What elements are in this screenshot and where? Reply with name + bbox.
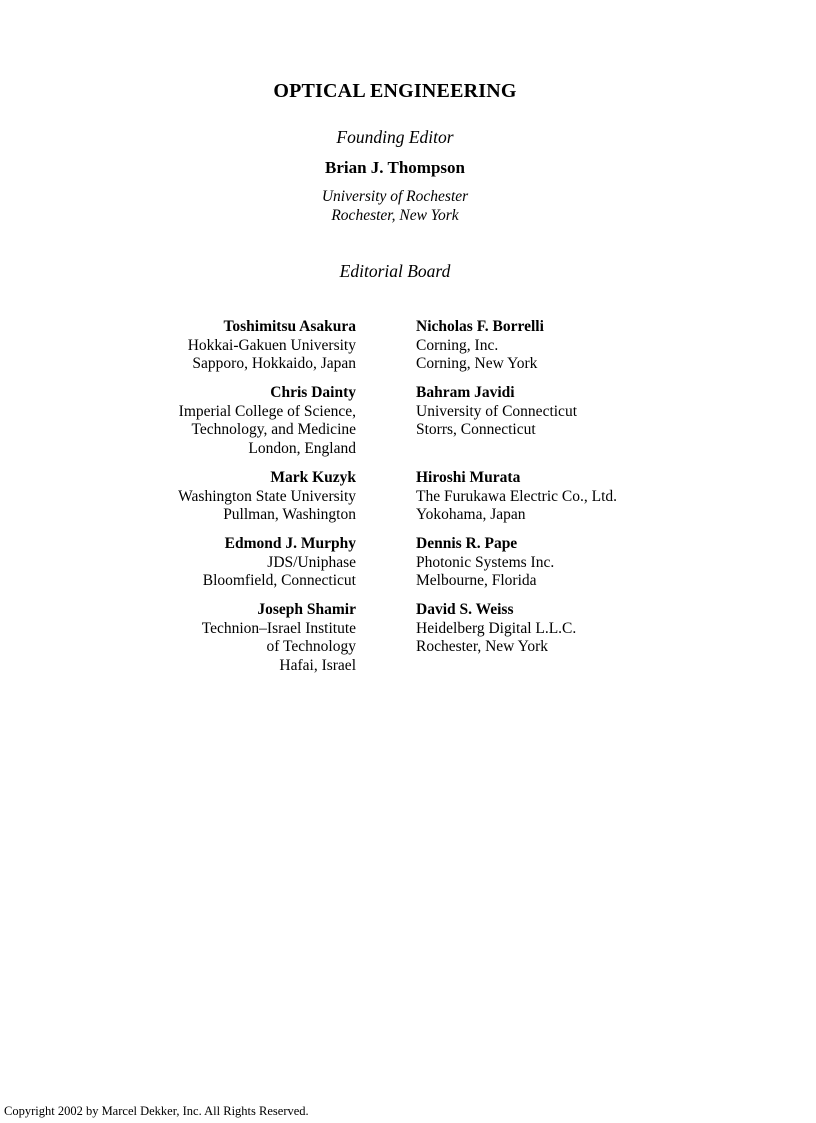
board-member bbox=[416, 469, 617, 525]
board-member bbox=[416, 318, 544, 374]
copyright-notice: Copyright 2002 by Marcel Dekker, Inc. All Rights Reserved. bbox=[4, 1104, 309, 1118]
board-member-affiliation: JDS/Uniphase bbox=[267, 553, 356, 571]
board-member-name: Joseph Shamir bbox=[257, 601, 356, 618]
board-member-name: Chris Dainty bbox=[270, 384, 356, 401]
board-member-name: Toshimitsu Asakura bbox=[223, 318, 356, 335]
board-member-location: London, England bbox=[248, 440, 356, 458]
board-member-affiliation: of Technology bbox=[266, 638, 356, 656]
editorial-board-label: Editorial Board bbox=[339, 261, 451, 281]
board-member-name: Hiroshi Murata bbox=[416, 469, 521, 486]
board-member-name: Dennis R. Pape bbox=[416, 535, 518, 552]
board-member-location: Bloomfield, Connecticut bbox=[202, 572, 356, 590]
board-member-affiliation: Heidelberg Digital L.L.C. bbox=[416, 619, 577, 637]
board-member bbox=[416, 535, 554, 591]
founding-editor-name: Brian J. Thompson bbox=[325, 158, 465, 177]
board-member-location: Rochester, New York bbox=[416, 638, 548, 656]
board-member-affiliation: Hokkai-Gakuen University bbox=[187, 336, 356, 354]
founding-editor-affiliation-line: Rochester, New York bbox=[331, 207, 459, 224]
board-member-location: Yokohama, Japan bbox=[416, 506, 526, 524]
board-member bbox=[202, 601, 356, 676]
series-title: OPTICAL ENGINEERING bbox=[273, 80, 517, 102]
board-member-affiliation: The Furukawa Electric Co., Ltd. bbox=[416, 487, 618, 505]
founding-editor-label: Founding Editor bbox=[336, 127, 454, 147]
board-member-name: Bahram Javidi bbox=[416, 384, 515, 401]
board-member bbox=[188, 318, 356, 374]
board-member-affiliation: University of Connecticut bbox=[416, 402, 577, 420]
board-member-location: Corning, New York bbox=[416, 355, 538, 373]
board-member bbox=[416, 601, 576, 657]
board-member-location: Sapporo, Hokkaido, Japan bbox=[192, 355, 356, 373]
board-member bbox=[416, 384, 577, 440]
board-member bbox=[203, 535, 356, 591]
board-member-location: Melbourne, Florida bbox=[416, 572, 537, 590]
board-member-affiliation: Imperial College of Science, bbox=[178, 402, 356, 420]
board-member-affiliation: Technology, and Medicine bbox=[191, 421, 356, 439]
founding-editor-affiliation-line: University of Rochester bbox=[321, 188, 469, 205]
board-member-affiliation: Washington State University bbox=[178, 487, 356, 505]
board-member-location: Hafai, Israel bbox=[279, 657, 356, 675]
board-member-name: Nicholas F. Borrelli bbox=[416, 318, 544, 335]
board-member-affiliation: Corning, Inc. bbox=[416, 336, 499, 354]
board-member bbox=[178, 469, 356, 525]
board-member-location: Pullman, Washington bbox=[223, 506, 356, 524]
board-member-name: Edmond J. Murphy bbox=[224, 535, 356, 552]
board-member-name: Mark Kuzyk bbox=[270, 469, 356, 486]
board-member bbox=[179, 384, 356, 459]
board-member-affiliation: Technion–Israel Institute bbox=[201, 619, 356, 637]
board-member-location: Storrs, Connecticut bbox=[416, 421, 536, 439]
founding-editor-affiliation bbox=[0, 187, 790, 225]
board-member-name: David S. Weiss bbox=[416, 601, 514, 618]
board-member-affiliation: Photonic Systems Inc. bbox=[416, 553, 555, 571]
